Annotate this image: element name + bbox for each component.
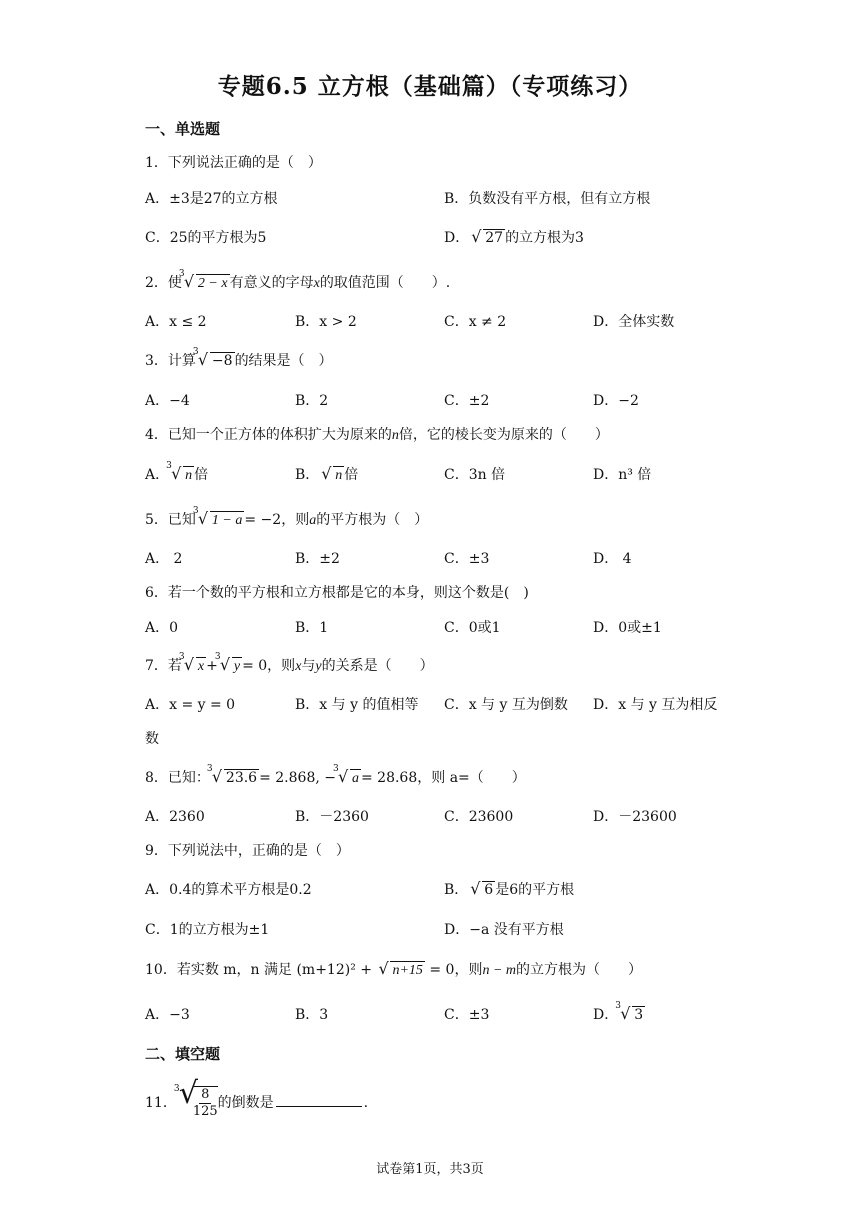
sqrt-symbol: √ n+15 [378, 959, 423, 978]
cube-root-symbol: 3 √ $\frac{8}{125}$ [173, 1076, 218, 1119]
question-2-option-a: A．x ≤ 2 [145, 314, 207, 330]
cube-root-symbol: 3 √ −8 [192, 347, 233, 369]
page-title: 专题6.5 立方根（基础篇）（专项练习） [217, 73, 643, 100]
cube-root-symbol: 3 √ 2 − x [178, 269, 228, 291]
question-3-stem: 3．计算 3 √ −8 的结果是（ ） [145, 347, 333, 369]
question-2-option-d: D．全体实数 [593, 314, 675, 330]
question-7-option-a: A．x = y = 0 [145, 697, 236, 713]
question-10-option-c: C．±3 [444, 1007, 490, 1023]
question-4-option-a: A． 3 √ n 倍 [145, 461, 209, 483]
question-5-option-b: B．±2 [295, 551, 340, 567]
question-6-option-c: C．0或1 [444, 620, 501, 636]
question-8-stem: 8．已知： 3 √ 23.6 = 2.868, − 3 √ a = 28.68，则 a=（ ） [145, 764, 526, 786]
question-9-option-a: A．0.4的算术平方根是0.2 [145, 882, 312, 898]
sqrt-symbol: √ 27 [471, 227, 504, 246]
question-2-stem: 2．使 3 √ 2 − x 有意义的字母x的取值范围（ ）. [145, 269, 451, 291]
question-4-option-c: C．3n 倍 [444, 467, 506, 483]
question-8-option-a: A．2360 [145, 809, 205, 825]
question-1-option-a: A．±3是27的立方根 [145, 191, 278, 207]
question-5-stem: 5．已知 3 √ 1 − a = −2，则a的平方根为（ ） [145, 506, 429, 528]
question-10-option-b: B．3 [295, 1007, 329, 1023]
question-8-option-b: B．－2360 [295, 809, 369, 825]
question-7-option-c: C．x 与 y 互为倒数 [444, 697, 568, 713]
question-3-option-c: C．±2 [444, 393, 490, 409]
question-1-option-d: D． √ 27 的立方根为3 [444, 227, 584, 246]
cube-root-symbol: 3 √ x [178, 652, 205, 674]
section-heading-fill-blank: 二、填空题 [145, 1045, 221, 1063]
page-footer: 试卷第1页，共3页 [376, 1162, 484, 1177]
question-9-option-b: B． √ 6 是6的平方根 [444, 879, 575, 898]
question-7-option-d-continuation: 数 [145, 731, 159, 747]
question-3-option-a: A．−4 [145, 393, 190, 409]
cube-root-symbol: 3 √ y [214, 652, 241, 674]
question-6-option-b: B．1 [295, 620, 329, 636]
question-10-option-a: A．−3 [145, 1007, 190, 1023]
question-2-option-c: C．x ≠ 2 [444, 314, 507, 330]
question-9-option-d: D．−a 没有平方根 [444, 922, 564, 938]
question-1-option-b: B．负数没有平方根，但有立方根 [444, 191, 651, 207]
question-7-option-d: D．x 与 y 互为相反 [593, 697, 718, 713]
question-1-stem: 1．下列说法正确的是（ ） [145, 155, 322, 171]
question-4-option-d: D．n³ 倍 [593, 467, 652, 483]
question-7-option-b: B．x 与 y 的值相等 [295, 697, 419, 713]
section-heading-single-choice: 一、单选题 [145, 120, 221, 138]
question-8-option-c: C．23600 [444, 809, 514, 825]
question-8-option-d: D．－23600 [593, 809, 677, 825]
question-2-option-b: B．x > 2 [295, 314, 357, 330]
question-4-stem: 4．已知一个正方体的体积扩大为原来的n倍，它的棱长变为原来的（ ） [145, 427, 609, 443]
question-5-option-d: D． 4 [593, 551, 632, 567]
sqrt-symbol: √ 6 [470, 879, 494, 898]
question-6-option-d: D．0或±1 [593, 620, 662, 636]
question-6-option-a: A．0 [145, 620, 179, 636]
question-10-option-d: D． 3 √ 3 [593, 1001, 644, 1023]
question-6-stem: 6．若一个数的平方根和立方根都是它的本身，则这个数是( ) [145, 585, 529, 601]
sqrt-symbol: √ n [321, 464, 343, 483]
question-4-option-b: B． √ n 倍 [295, 464, 359, 483]
question-9-stem: 9．下列说法中，正确的是（ ） [145, 843, 350, 859]
question-9-option-c: C．1的立方根为±1 [145, 922, 270, 938]
cube-root-symbol: 3 √ 1 − a [192, 506, 243, 528]
answer-blank[interactable] [276, 1106, 362, 1107]
cube-root-symbol: 3 √ 23.6 [206, 764, 258, 786]
question-7-stem: 7．若 3 √ x + 3 √ y = 0，则x与y的关系是（ ） [145, 652, 434, 674]
question-5-option-a: A． 2 [145, 551, 183, 567]
question-5-option-c: C．±3 [444, 551, 490, 567]
cube-root-symbol: 3 √ 3 [615, 1001, 644, 1023]
question-10-stem: 10．若实数 m，n 满足 (m+12)² + √ n+15 = 0，则n − m的立方根为（ ） [145, 959, 643, 978]
question-11-stem: 11． 3 √ $\frac{8}{125}$ 的倒数是 . [145, 1076, 369, 1119]
question-1-option-c: C．25的平方根为5 [145, 230, 267, 246]
question-3-option-b: B．2 [295, 393, 329, 409]
question-3-option-d: D．−2 [593, 393, 639, 409]
cube-root-symbol: 3 √ a [332, 764, 359, 786]
cube-root-symbol: 3 √ n [166, 461, 193, 483]
